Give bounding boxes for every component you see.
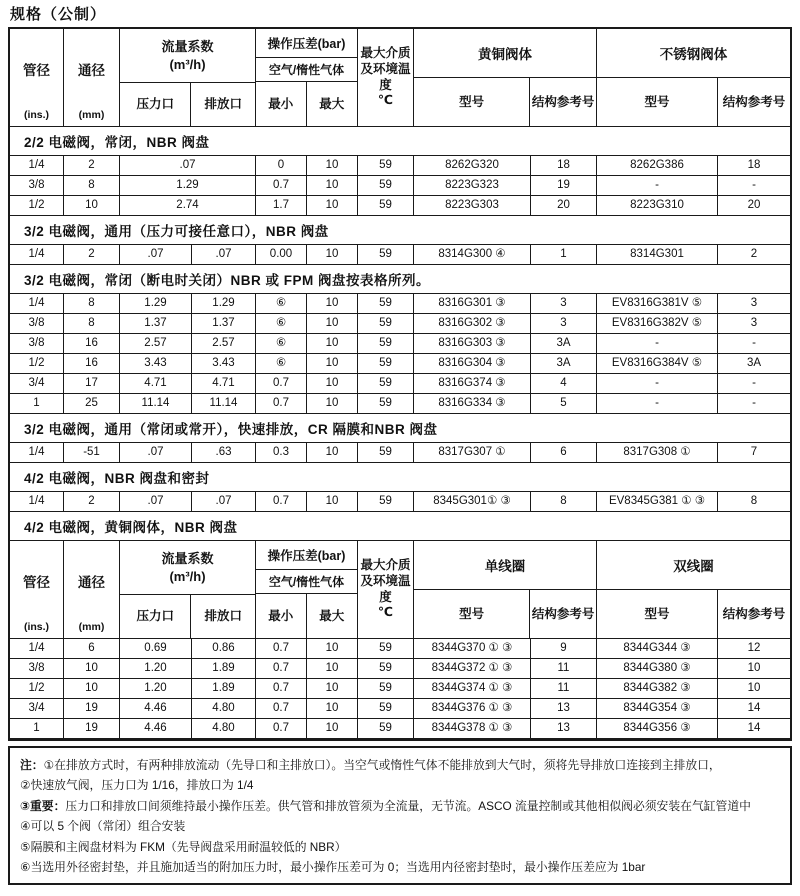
table-cell: 1.20 <box>120 659 192 678</box>
section-title: 3/2 电磁阀，常闭（断电时关闭）NBR 或 FPM 阀盘按表格所列。 <box>10 265 790 294</box>
orifice-unit: (mm) <box>78 621 105 633</box>
table-cell: 1.37 <box>192 314 256 333</box>
table-cell: 1.20 <box>120 679 192 698</box>
table-cell: 2 <box>64 245 120 264</box>
table-cell: .07 <box>120 156 256 175</box>
table-cell: 7 <box>750 445 758 458</box>
table-cell: 11 <box>531 679 597 698</box>
section-title: 2/2 电磁阀，常闭，NBR 阀盘 <box>10 127 790 156</box>
table-row <box>10 156 790 176</box>
footnotes <box>8 746 792 885</box>
table-row <box>10 176 790 196</box>
table-cell: 10 <box>307 659 358 678</box>
table-cell: 1.89 <box>192 659 256 678</box>
table-cell: - <box>597 374 718 393</box>
section-title: 3/2 电磁阀，通用（常闭或常开），快速排放，CR 隔膜和NBR 阀盘 <box>10 414 790 443</box>
table-cell: ⑥ <box>256 294 307 313</box>
table-cell: 8 <box>64 314 120 333</box>
table-cell: 2.74 <box>120 196 256 215</box>
table-cell: 1/4 <box>10 492 64 511</box>
table-cell: 8344G372 ① ③ <box>414 659 531 678</box>
table-cell: 3A <box>531 334 597 353</box>
table-cell: 3/8 <box>10 314 64 333</box>
table-cell: 59 <box>358 176 414 195</box>
table-cell: 59 <box>358 639 414 658</box>
table-cell: 1.37 <box>120 314 192 333</box>
table-row <box>10 659 790 679</box>
table-cell: EV8316G384V ⑤ <box>597 354 718 373</box>
table-cell: 0.3 <box>256 443 307 462</box>
table-cell: 8344G356 ③ <box>597 719 718 738</box>
single-coil-label: 单线圈 <box>414 541 596 590</box>
col-header-brass-body <box>414 29 597 126</box>
table-cell: 1/4 <box>10 245 64 264</box>
table-cell: 59 <box>358 394 414 413</box>
temp-unit: ℃ <box>377 605 394 620</box>
table-cell: 9 <box>531 639 597 658</box>
table-cell: 59 <box>358 334 414 353</box>
table-cell: 8344G344 ③ <box>597 639 718 658</box>
table-cell: 0.7 <box>256 176 307 195</box>
table-cell: 59 <box>358 719 414 738</box>
table-cell: 16 <box>64 334 120 353</box>
flow-unit: (m³/h) <box>169 56 206 72</box>
table-cell: 8344G354 ③ <box>597 699 718 718</box>
col-header-single-coil <box>414 541 597 638</box>
table-cell: 59 <box>358 699 414 718</box>
table-cell: 0.7 <box>256 492 307 511</box>
section-title: 4/2 电磁阀，黄铜阀体，NBR 阀盘 <box>10 512 790 541</box>
table-cell: 3 <box>531 294 597 313</box>
table-cell: 1.29 <box>120 176 256 195</box>
table-cell: 4.71 <box>192 374 256 393</box>
table-cell: 8314G300 ④ <box>414 245 531 264</box>
table-cell: 0.7 <box>256 639 307 658</box>
table-cell: 4 <box>531 374 597 393</box>
dual-coil-label: 双线圈 <box>597 541 790 590</box>
table-cell: 8316G301 ③ <box>414 294 531 313</box>
table-cell: 3.43 <box>192 354 256 373</box>
table-cell: 1.7 <box>256 196 307 215</box>
flow-unit: (m³/h) <box>169 568 206 584</box>
max-header: 最大 <box>319 608 345 623</box>
table-cell: 10 <box>64 659 120 678</box>
table-cell: 11 <box>531 659 597 678</box>
air-inert-gas-label: 空气/惰性气体 <box>256 58 357 82</box>
col-header-flow-coefficient <box>120 29 256 126</box>
table-cell: 8223G323 <box>414 176 531 195</box>
table-cell: 10 <box>307 443 358 462</box>
pressure-port-header: 压力口 <box>120 595 191 638</box>
table-cell: 8 <box>531 492 597 511</box>
table-cell: 1/2 <box>10 679 64 698</box>
table-cell: 1/4 <box>10 443 64 462</box>
table-cell: 59 <box>358 156 414 175</box>
table-cell: 10 <box>307 354 358 373</box>
table-cell: 3/8 <box>10 659 64 678</box>
pipe-size-unit: (ins.) <box>23 621 50 633</box>
table1-body <box>10 127 790 512</box>
table-cell: 18 <box>747 158 761 171</box>
note-line: ②快速放气阀，压力口为 1/16，排放口为 1/4 <box>20 778 254 793</box>
flow-label: 流量系数 <box>161 38 214 54</box>
construction-ref-header: 结构参考号 <box>531 606 595 621</box>
table-row <box>10 679 790 699</box>
table-cell: 2.57 <box>192 334 256 353</box>
table-cell: 3A <box>531 354 597 373</box>
table-cell: 10 <box>307 699 358 718</box>
table-cell: 8262G386 <box>597 156 718 175</box>
spec-table <box>8 27 792 741</box>
table-cell: - <box>752 376 756 389</box>
orifice-label: 通径 <box>78 63 105 78</box>
op-diff-label: 操作压差(bar) <box>256 29 357 58</box>
table-cell: 25 <box>64 394 120 413</box>
table-cell: 0 <box>256 156 307 175</box>
table-cell: 0.7 <box>256 394 307 413</box>
table-row <box>10 492 790 512</box>
table-cell: .07 <box>120 245 192 264</box>
pipe-size-label: 管径 <box>23 575 50 590</box>
table-cell: .63 <box>192 443 256 462</box>
table2-body <box>10 639 790 739</box>
note-line: 注：①在排放方式时，有两种排放流动（先导口和主排放口）。当空气或惰性气体不能排放到大气时，须将先导排放口连接到主排放口， <box>20 758 721 772</box>
table-cell: 12 <box>747 641 761 654</box>
section-title: 3/2 电磁阀，通用（压力可接任意口），NBR 阀盘 <box>10 216 790 245</box>
table-cell: 13 <box>531 719 597 738</box>
table-cell: 1/2 <box>10 354 64 373</box>
col-header-orifice <box>64 541 120 638</box>
table-cell: .07 <box>120 492 192 511</box>
brass-body-label: 黄铜阀体 <box>414 29 596 78</box>
table-cell: 8317G307 ① <box>414 443 531 462</box>
table-cell: 10 <box>307 196 358 215</box>
table-cell: 1/2 <box>10 196 64 215</box>
col-header-orifice <box>64 29 120 126</box>
table-cell: 10 <box>64 679 120 698</box>
table-cell: - <box>597 176 718 195</box>
table-cell: - <box>752 178 756 191</box>
col-header-flow-coefficient <box>120 541 256 638</box>
table-cell: .07 <box>192 245 256 264</box>
table-cell: 59 <box>358 492 414 511</box>
model-header: 型号 <box>414 78 530 126</box>
table-cell: 0.86 <box>192 639 256 658</box>
table-cell: 10 <box>307 374 358 393</box>
table-cell: 10 <box>307 294 358 313</box>
table-cell: 3/8 <box>10 334 64 353</box>
table-cell: 0.7 <box>256 699 307 718</box>
table2-header <box>10 541 790 639</box>
table-cell: 19 <box>64 719 120 738</box>
table-cell: 1 <box>10 394 64 413</box>
table-cell: 8262G320 <box>414 156 531 175</box>
air-inert-gas-label: 空气/惰性气体 <box>256 570 357 594</box>
table-cell: 8316G303 ③ <box>414 334 531 353</box>
table-cell: 8344G374 ① ③ <box>414 679 531 698</box>
table-row <box>10 245 790 265</box>
table-cell: 1 <box>531 245 597 264</box>
table-cell: 18 <box>531 156 597 175</box>
table-cell: 5 <box>531 394 597 413</box>
max-header: 最大 <box>319 96 345 111</box>
table-cell: 2 <box>64 492 120 511</box>
table-cell: 4.80 <box>192 699 256 718</box>
table-cell: 17 <box>64 374 120 393</box>
table-cell: EV8345G381 ① ③ <box>597 492 718 511</box>
table-cell: - <box>597 334 718 353</box>
table-cell: 3A <box>746 356 762 369</box>
min-header: 最小 <box>256 82 307 126</box>
construction-ref-header: 结构参考号 <box>722 94 786 109</box>
table-cell: - <box>597 394 718 413</box>
model-header: 型号 <box>597 78 718 126</box>
table-cell: 10 <box>307 394 358 413</box>
table-cell: 10 <box>307 156 358 175</box>
table-cell: 10 <box>307 245 358 264</box>
table-cell: 1.29 <box>192 294 256 313</box>
table-row <box>10 334 790 354</box>
table-cell: 10 <box>307 639 358 658</box>
table-cell: 0.7 <box>256 719 307 738</box>
table-cell: 10 <box>307 314 358 333</box>
page-title: 规格（公制） <box>10 6 107 23</box>
table-cell: 4.80 <box>192 719 256 738</box>
table-row <box>10 639 790 659</box>
table-cell: -51 <box>64 443 120 462</box>
stainless-body-label: 不锈钢阀体 <box>597 29 790 78</box>
table-cell: 1/4 <box>10 156 64 175</box>
table-cell: 8344G376 ① ③ <box>414 699 531 718</box>
table-cell: ⑥ <box>256 334 307 353</box>
table-cell: 4.46 <box>120 719 192 738</box>
table-cell: 20 <box>531 196 597 215</box>
table-cell: 3/4 <box>10 374 64 393</box>
orifice-unit: (mm) <box>78 109 105 121</box>
table-cell: 6 <box>531 443 597 462</box>
table-cell: 8317G308 ① <box>597 443 718 462</box>
op-diff-label: 操作压差(bar) <box>256 541 357 570</box>
table-cell: 13 <box>531 699 597 718</box>
table-cell: 8344G378 ① ③ <box>414 719 531 738</box>
table-cell: 4.46 <box>120 699 192 718</box>
note-line: ④可以 5 个阀（常闭）组合安装 <box>20 819 186 834</box>
table-row <box>10 443 790 463</box>
table-row <box>10 394 790 414</box>
table-cell: 19 <box>64 699 120 718</box>
table-cell: 59 <box>358 354 414 373</box>
table-cell: 3/8 <box>10 176 64 195</box>
table-cell: 1/4 <box>10 294 64 313</box>
table-cell: EV8316G381V ⑤ <box>597 294 718 313</box>
table-cell: 3 <box>750 296 758 309</box>
col-header-dual-coil <box>597 541 790 638</box>
table-cell: 6 <box>64 639 120 658</box>
table-row <box>10 196 790 216</box>
temp-unit: ℃ <box>377 93 394 108</box>
pipe-size-unit: (ins.) <box>23 109 50 121</box>
col-header-max-temp <box>358 541 414 638</box>
table-cell: 3.43 <box>120 354 192 373</box>
table-cell: 8316G302 ③ <box>414 314 531 333</box>
table-cell: 10 <box>747 681 761 694</box>
note-line: ⑤隔膜和主阀盘材料为 FKM（先导阀盘采用耐温较低的 NBR） <box>20 839 347 854</box>
table-row <box>10 699 790 719</box>
table-cell: 59 <box>358 374 414 393</box>
pipe-size-label: 管径 <box>23 63 50 78</box>
orifice-label: 通径 <box>78 575 105 590</box>
note-line: ⑥当选用外径密封垫，并且施加适当的附加压力时，最小操作压差可为 0；当选用内径密封垫时，最小操作压差应为 1bar <box>20 860 646 875</box>
table-cell: 10 <box>747 661 761 674</box>
table-cell: 10 <box>307 719 358 738</box>
table-row <box>10 294 790 314</box>
table-cell: 10 <box>307 492 358 511</box>
table-cell: 14 <box>747 721 761 734</box>
table-cell: 0.7 <box>256 679 307 698</box>
table-cell: 11.14 <box>192 394 256 413</box>
col-header-operating-pressure <box>256 29 358 126</box>
table-cell: 1 <box>10 719 64 738</box>
construction-ref-header: 结构参考号 <box>722 606 786 621</box>
table-cell: 1.29 <box>120 294 192 313</box>
table-cell: 16 <box>64 354 120 373</box>
table-cell: 8 <box>64 176 120 195</box>
table-cell: 59 <box>358 314 414 333</box>
col-header-max-temp <box>358 29 414 126</box>
table-row <box>10 374 790 394</box>
section-title: 4/2 电磁阀，NBR 阀盘和密封 <box>10 463 790 492</box>
table-cell: 2 <box>750 247 758 260</box>
table-cell: 8316G334 ③ <box>414 394 531 413</box>
table-row <box>10 314 790 334</box>
table-cell: 1.89 <box>192 679 256 698</box>
table-cell: 8344G382 ③ <box>597 679 718 698</box>
exhaust-port-header: 排放口 <box>204 97 242 112</box>
pressure-port-header: 压力口 <box>120 83 191 126</box>
table-row <box>10 719 790 739</box>
table-row <box>10 354 790 374</box>
table-cell: 8316G374 ③ <box>414 374 531 393</box>
table-cell: 8314G301 <box>597 245 718 264</box>
table-cell: 8344G380 ③ <box>597 659 718 678</box>
table-cell: 10 <box>307 176 358 195</box>
table-cell: 11.14 <box>120 394 192 413</box>
table-cell: ⑥ <box>256 314 307 333</box>
table-cell: 10 <box>307 679 358 698</box>
construction-ref-header: 结构参考号 <box>531 94 595 109</box>
table-cell: 4.71 <box>120 374 192 393</box>
model-header: 型号 <box>597 590 718 638</box>
table-cell: - <box>752 396 756 409</box>
col-header-pipe-size <box>10 29 64 126</box>
table1-header <box>10 29 790 127</box>
col-header-pipe-size <box>10 541 64 638</box>
flow-label: 流量系数 <box>161 550 214 566</box>
max-temp-label: 最大介质及环境温度 <box>360 558 411 604</box>
table-cell: 59 <box>358 443 414 462</box>
table-cell: 0.7 <box>256 659 307 678</box>
table-cell: 8223G310 <box>597 196 718 215</box>
table-cell: 0.69 <box>120 639 192 658</box>
table-cell: 59 <box>358 245 414 264</box>
table-cell: 3 <box>750 316 758 329</box>
table-cell: 1/4 <box>10 639 64 658</box>
table-cell: 59 <box>358 196 414 215</box>
table-cell: 8 <box>64 294 120 313</box>
col-header-operating-pressure <box>256 541 358 638</box>
table-cell: 0.00 <box>256 245 307 264</box>
table-cell: .07 <box>120 443 192 462</box>
table-cell: 0.7 <box>256 374 307 393</box>
table-cell: 19 <box>531 176 597 195</box>
note-line: ③重要：压力口和排放口间须维持最小操作压差。供气管和排放管须为全流量，无节流。ASCO 流量控制或其他相似阀必须安装在气缸管道中 <box>20 798 751 813</box>
model-header: 型号 <box>414 590 530 638</box>
table-cell: 8 <box>750 494 758 507</box>
table-cell: .07 <box>192 492 256 511</box>
table-cell: 2.57 <box>120 334 192 353</box>
table-cell: 59 <box>358 294 414 313</box>
table-cell: 3/4 <box>10 699 64 718</box>
table-cell: 3 <box>531 314 597 333</box>
table-cell: 10 <box>307 334 358 353</box>
table-cell: 8344G370 ① ③ <box>414 639 531 658</box>
col-header-stainless-body <box>597 29 790 126</box>
table-cell: ⑥ <box>256 354 307 373</box>
exhaust-port-header: 排放口 <box>204 609 242 624</box>
table-cell: EV8316G382V ⑤ <box>597 314 718 333</box>
min-header: 最小 <box>256 594 307 638</box>
table-cell: - <box>752 336 756 349</box>
table-cell: 8316G304 ③ <box>414 354 531 373</box>
table-cell: 59 <box>358 659 414 678</box>
table-cell: 14 <box>747 701 761 714</box>
table-cell: 8223G303 <box>414 196 531 215</box>
max-temp-label: 最大介质及环境温度 <box>360 46 411 92</box>
table-cell: 2 <box>64 156 120 175</box>
table-cell: 59 <box>358 679 414 698</box>
table-cell: 20 <box>747 198 761 211</box>
table-cell: 10 <box>64 196 120 215</box>
table-cell: 8345G301① ③ <box>414 492 531 511</box>
